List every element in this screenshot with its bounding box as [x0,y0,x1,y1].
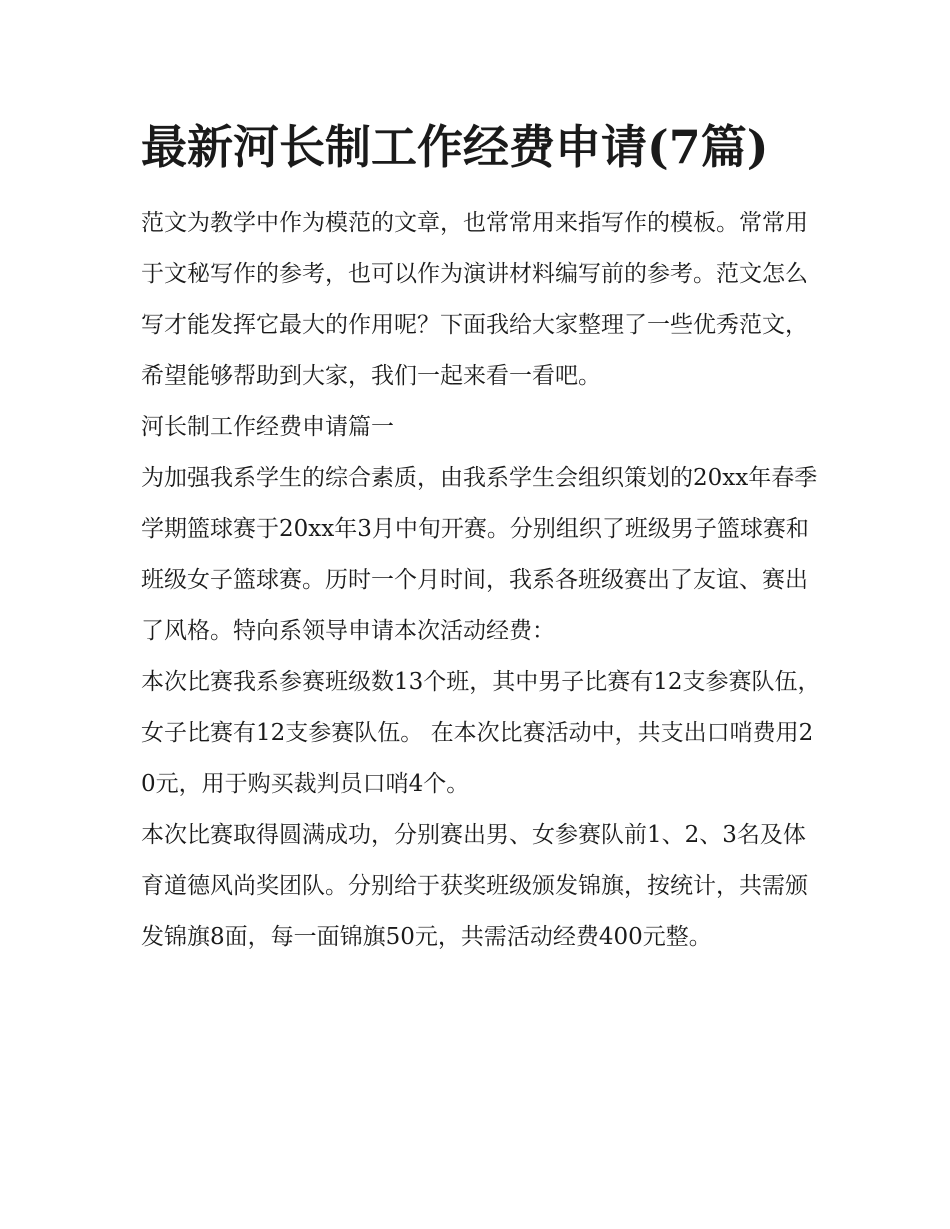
document-title: 最新河长制工作经费申请(7篇) [141,120,769,174]
body-paragraph-2: 本次比赛我系参赛班级数13个班，其中男子比赛有12支参赛队伍，女子比赛有12支参赛队伍。 在本次比赛活动中，共支出口哨费用20元，用于购买裁判员口哨4个。 [141,669,821,797]
body-paragraph-3: 本次比赛取得圆满成功，分别赛出男、女参赛队前1、2、3名及体育道德风尚奖团队。分别给于获奖班级颁发锦旗，按统计，共需颁发锦旗8面，每一面锦旗50元，共需活动经费400元整。 [141,822,808,950]
body-paragraph-1: 为加强我系学生的综合素质，由我系学生会组织策划的20xx年春季学期篮球赛于20xx年3月中旬开赛。分别组织了班级男子篮球赛和班级女子篮球赛。历时一个月时间，我系各班级赛出了友谊、赛出了风格。特向系领导申请本次活动经费： [141,465,818,644]
document-page [141,108,821,963]
intro-paragraph: 范文为教学中作为模范的文章，也常常用来指写作的模板。常常用于文秘写作的参考，也可以作为演讲材料编写前的参考。范文怎么写才能发挥它最大的作用呢？下面我给大家整理了一些优秀范文，希望能够帮助到大家，我们一起来看一看吧。 [141,210,808,389]
section-heading: 河长制工作经费申请篇一 [141,414,394,440]
